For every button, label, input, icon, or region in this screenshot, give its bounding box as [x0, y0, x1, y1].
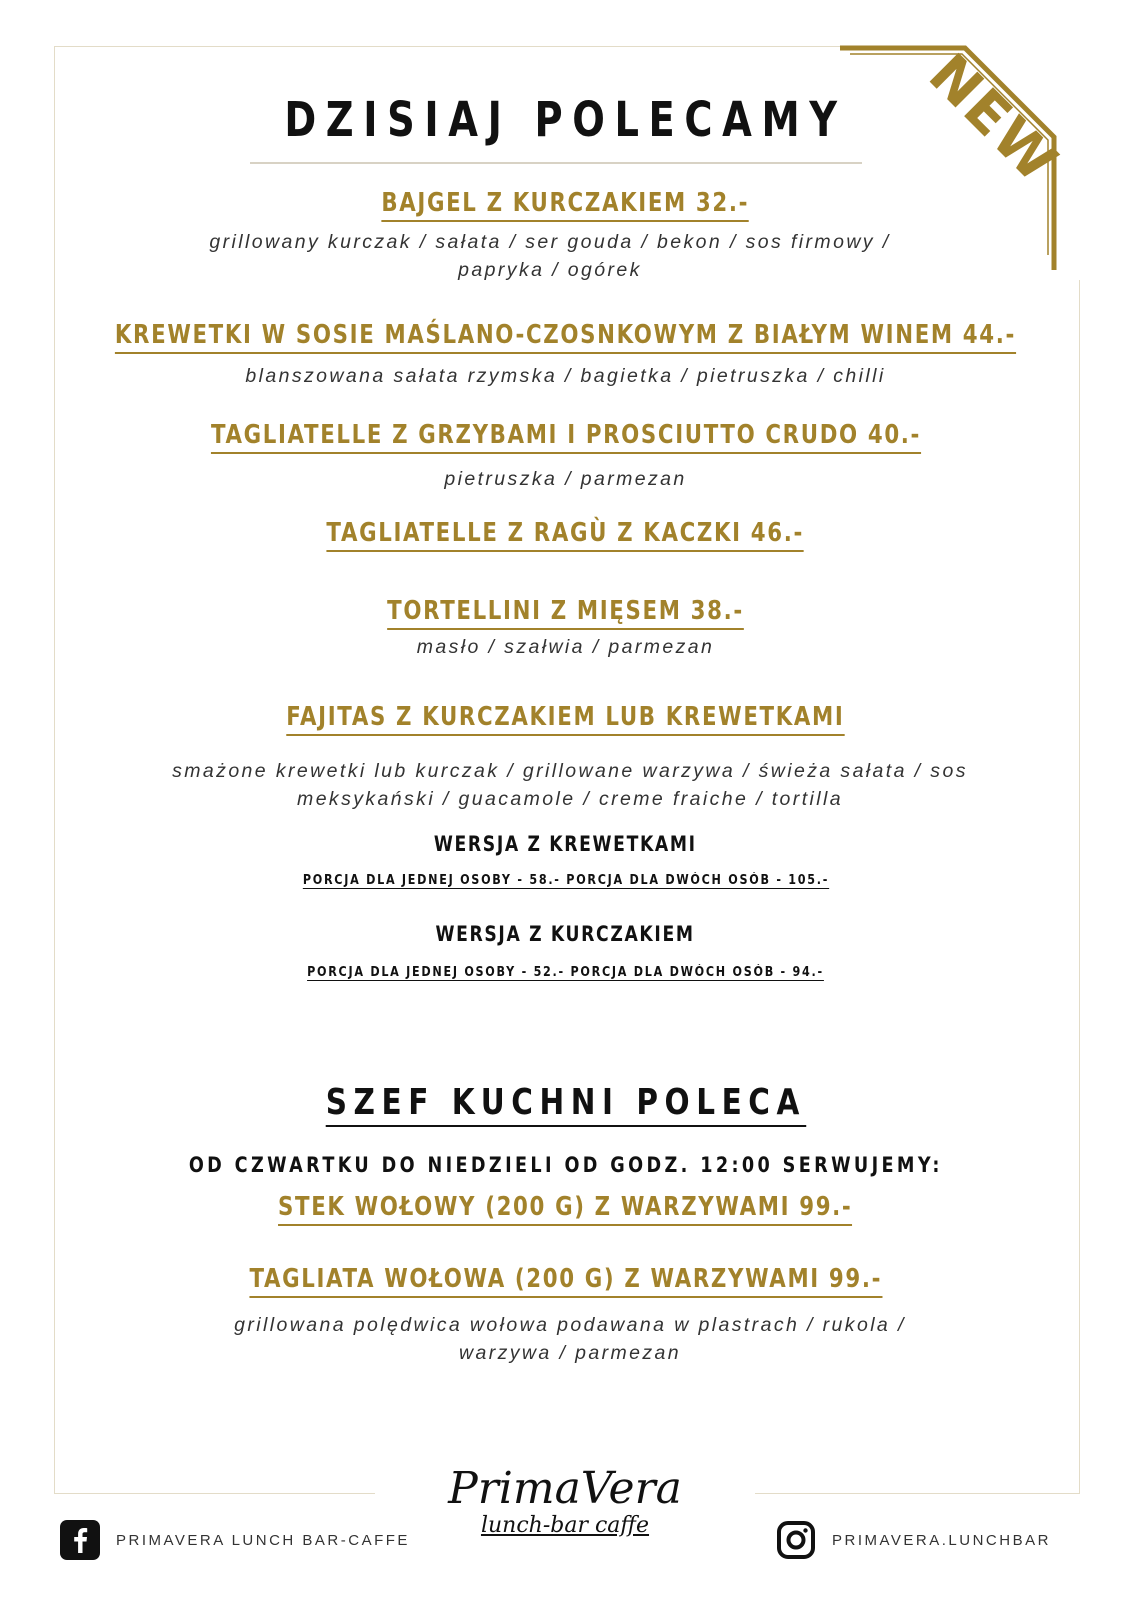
- menu-item-description: smażone krewetki lub kurczak / grillowane warzywa / świeża sałata / sos meksykański / guacamole / creme fraiche / tortilla: [172, 760, 968, 810]
- menu-item-title: BAJGEL Z KURCZAKIEM 32.-: [0, 188, 1131, 222]
- menu-item-description: grillowany kurczak / sałata / ser gouda / bekon / sos firmowy / papryka / ogórek: [209, 231, 891, 281]
- badge-text: NEW: [916, 41, 1071, 196]
- instagram-link[interactable]: [776, 1520, 1051, 1560]
- menu-item-title: TORTELLINI Z MIĘSEM 38.-: [0, 596, 1131, 630]
- instagram-icon: [776, 1520, 816, 1560]
- menu-item-title: TAGLIATA WOŁOWA (200 G) Z WARZYWAMI 99.-: [0, 1264, 1131, 1298]
- menu-item-description: blanszowana sałata rzymska / bagietka / pietruszka / chilli: [245, 365, 886, 387]
- variant-title: WERSJA Z KURCZAKIEM: [435, 922, 696, 946]
- variant-title: WERSJA Z KREWETKAMI: [434, 832, 697, 856]
- menu-item-title: STEK WOŁOWY (200 G) Z WARZYWAMI 99.-: [0, 1192, 1131, 1226]
- menu-item-title: TAGLIATELLE Z RAGÙ Z KACZKI 46.-: [0, 518, 1131, 552]
- menu-item-title: KREWETKI W SOSIE MAŚLANO-CZOSNKOWYM Z BIAŁYM WINEM 44.-: [0, 320, 1131, 354]
- logo-brand: PrimaVera: [448, 1463, 682, 1514]
- section-title: SZEF KUCHNI POLECA: [0, 1082, 1131, 1127]
- instagram-label: PRIMAVERA.LUNCHBAR: [832, 1531, 1051, 1549]
- logo-tagline: lunch-bar caffe: [480, 1513, 650, 1538]
- page-title: DZISIAJ POLECAMY: [284, 92, 847, 148]
- facebook-label: PRIMAVERA LUNCH BAR-CAFFE: [116, 1531, 410, 1549]
- variant-portions: PORCJA DLA JEDNEJ OSOBY - 58.- PORCJA DLA DWÓCH OSÓB - 105.-: [302, 873, 829, 888]
- section-subtitle: OD CZWARTKU DO NIEDZIELI OD GODZ. 12:00 SERWUJEMY:: [188, 1153, 943, 1177]
- menu-item-title: TAGLIATELLE Z GRZYBAMI I PROSCIUTTO CRUDO 40.-: [0, 420, 1131, 454]
- menu-item-title: FAJITAS Z KURCZAKIEM LUB KREWETKAMI: [0, 702, 1131, 736]
- menu-item-description: pietruszka / parmezan: [444, 468, 687, 490]
- brand-logo: [440, 1465, 690, 1539]
- variant-portions: PORCJA DLA JEDNEJ OSOBY - 52.- PORCJA DLA DWÓCH OSÓB - 94.-: [307, 965, 824, 980]
- menu-item-description: grillowana polędwica wołowa podawana w plastrach / rukola / warzywa / parmezan: [234, 1314, 906, 1364]
- facebook-icon: [60, 1520, 100, 1560]
- menu-item-description: masło / szałwia / parmezan: [416, 636, 715, 658]
- title-divider: [250, 162, 862, 164]
- facebook-link[interactable]: [60, 1520, 410, 1560]
